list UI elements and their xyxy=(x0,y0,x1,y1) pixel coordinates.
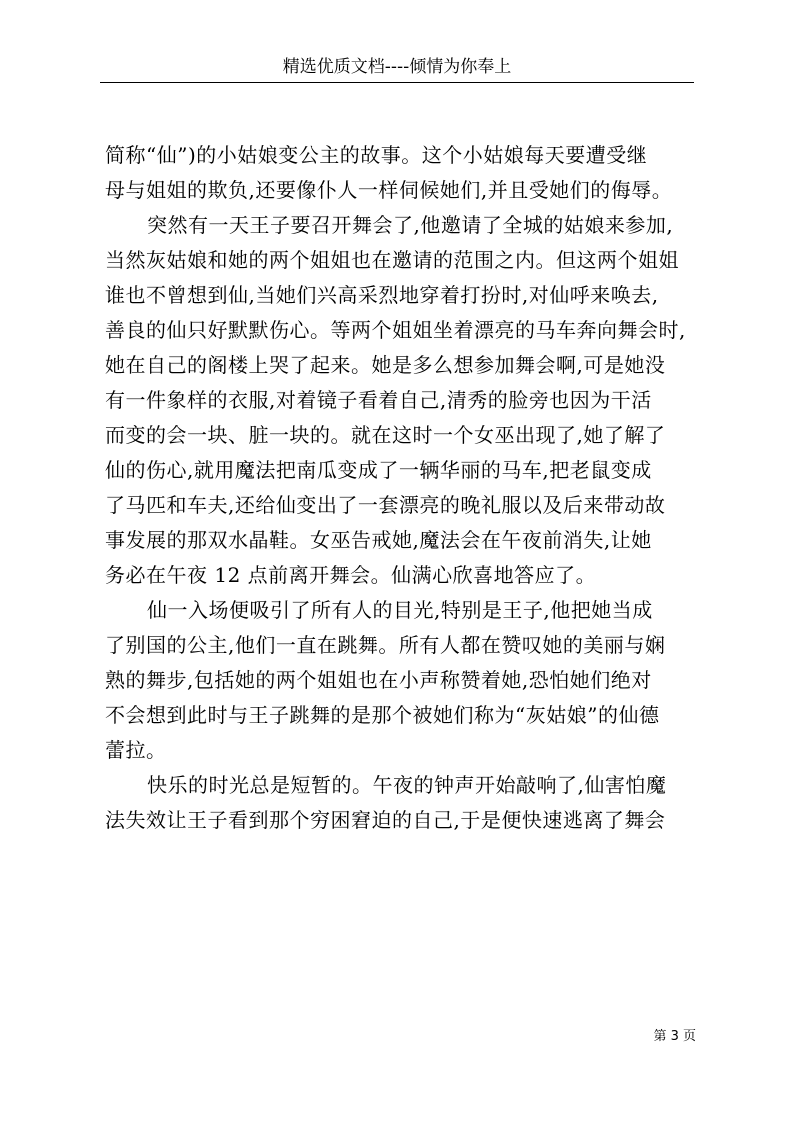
paragraph-start-line: 仙一入场便吸引了所有人的目光,特别是王子,他把她当成 xyxy=(147,598,653,622)
text-line: 事发展的那双水晶鞋。女巫告戒她,魔法会在午夜前消失,让她 xyxy=(105,528,652,552)
page-header: 精选优质文档----倾情为你奉上 xyxy=(282,57,512,77)
text-line: 她在自己的阁楼上哭了起来。她是多么想参加舞会啊,可是她没 xyxy=(105,353,666,377)
text-line: 谁也不曾想到仙,当她们兴高采烈地穿着打扮时,对仙呼来唤去, xyxy=(105,283,659,307)
text-line: 蕾拉。 xyxy=(105,738,167,762)
text-line: 熟的舞步,包括她的两个姐姐也在小声称赞着她,恐怕她们绝对 xyxy=(105,668,652,692)
page-number: 第 3 页 xyxy=(653,1029,696,1044)
paragraph-start-line: 快乐的时光总是短暂的。午夜的钟声开始敲响了,仙害怕魔 xyxy=(147,773,667,797)
document-body xyxy=(105,138,695,838)
text-line: 善良的仙只好默默伤心。等两个姐姐坐着漂亮的马车奔向舞会时, xyxy=(105,318,686,342)
text-line: 了别国的公主,他们一直在跳舞。所有人都在赞叹她的美丽与娴 xyxy=(105,633,666,657)
text-line: 法失效让王子看到那个穷困窘迫的自己,于是便快速逃离了舞会 xyxy=(105,808,666,832)
paragraph-start-line: 突然有一天王子要召开舞会了,他邀请了全城的姑娘来参加, xyxy=(147,213,674,237)
text-line: 不会想到此时与王子跳舞的是那个被她们称为“灰姑娘”的仙德 xyxy=(105,703,660,727)
text-line: 了马匹和车夫,还给仙变出了一套漂亮的晚礼服以及后来带动故 xyxy=(105,493,666,517)
text-line: 当然灰姑娘和她的两个姐姐也在邀请的范围之内。但这两个姐姐 xyxy=(105,248,679,272)
text-line: 仙的伤心,就用魔法把南瓜变成了一辆华丽的马车,把老鼠变成 xyxy=(105,458,652,482)
text-line: 而变的会一块、脏一块的。就在这时一个女巫出现了,她了解了 xyxy=(105,423,666,447)
text-line: 有一件象样的衣服,对着镜子看着自己,清秀的脸旁也因为干活 xyxy=(105,388,652,412)
text-line: 母与姐姐的欺负,还要像仆人一样伺候她们,并且受她们的侮辱。 xyxy=(105,178,673,202)
header-divider xyxy=(100,82,694,83)
text-line: 务必在午夜 12 点前离开舞会。仙满心欣喜地答应了。 xyxy=(105,563,597,587)
text-line: 简称“仙”)的小姑娘变公主的故事。这个小姑娘每天要遭受继 xyxy=(105,143,648,167)
